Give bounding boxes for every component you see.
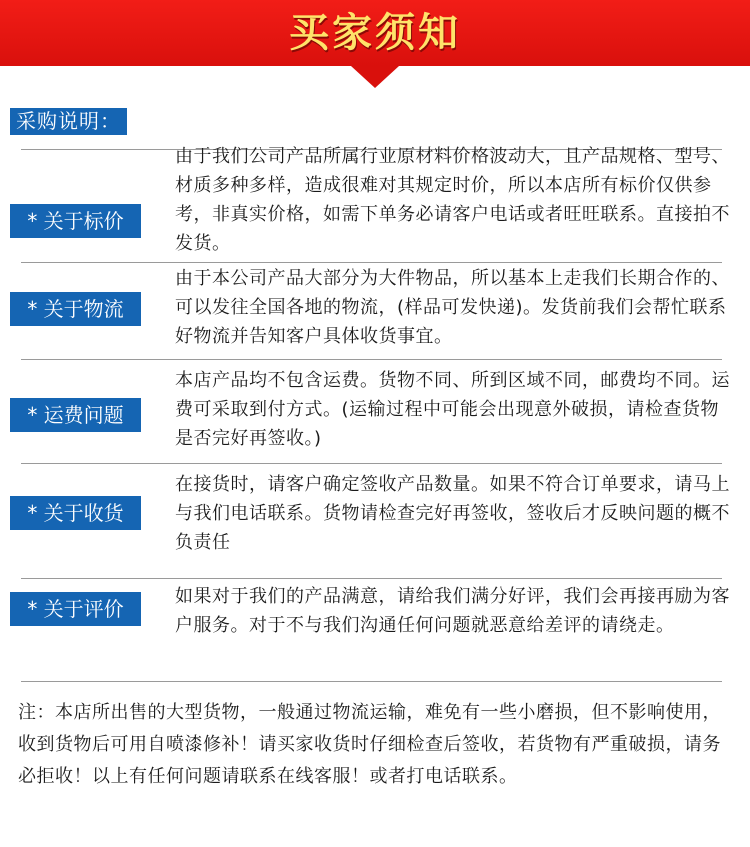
tag-shipping-fee: * 运费问题 <box>10 398 141 432</box>
divider <box>21 681 722 682</box>
divider <box>21 463 722 464</box>
divider <box>21 262 722 263</box>
section-label: 采购说明： <box>10 108 127 135</box>
receiving-description: 在接货时，请客户确定签收产品数量。如果不符合订单要求，请马上与我们电话联系。货物请检查完好再签收，签收后才反映问题的概不负责任 <box>175 474 730 553</box>
banner-pointer <box>351 66 399 88</box>
tag-logistics: * 关于物流 <box>10 292 141 326</box>
logistics-description: 由于本公司产品大部分为大件物品，所以基本上走我们长期合作的、可以发往全国各地的物流，(样品可发快递)。发货前我们会帮忙联系好物流并告知客户具体收货事宜。 <box>175 268 730 347</box>
footer-note: 注：本店所出售的大型货物，一般通过物流运输，难免有一些小磨损，但不影响使用，收到货物后可用自喷漆修补！请买家收货时仔细检查后签收，若货物有严重破损，请务必拒收！以上有任何问题请联系在线客服！或者打电话联系。 <box>18 702 721 787</box>
divider <box>21 578 722 579</box>
tag-receiving: * 关于收货 <box>10 496 141 530</box>
review-description: 如果对于我们的产品满意，请给我们满分好评，我们会再接再励为客户服务。对于不与我们沟通任何问题就恶意给差评的请绕走。 <box>175 586 730 636</box>
pricing-description: 由于我们公司产品所属行业原材料价格波动大，且产品规格、型号、材质多种多样，造成很难对其规定时价，所以本店所有标价仅供参考，非真实价格，如需下单务必请客户电话或者旺旺联系。直接拍不发货。 <box>175 146 730 254</box>
divider <box>21 359 722 360</box>
tag-review: * 关于评价 <box>10 592 141 626</box>
tag-pricing: * 关于标价 <box>10 204 141 238</box>
shipping-fee-description: 本店产品均不包含运费。货物不同、所到区域不同，邮费均不同。运费可采取到付方式。(运输过程中可能会出现意外破损，请检查货物是否完好再签收。) <box>175 370 730 449</box>
page-title: 买家须知 <box>289 10 461 56</box>
